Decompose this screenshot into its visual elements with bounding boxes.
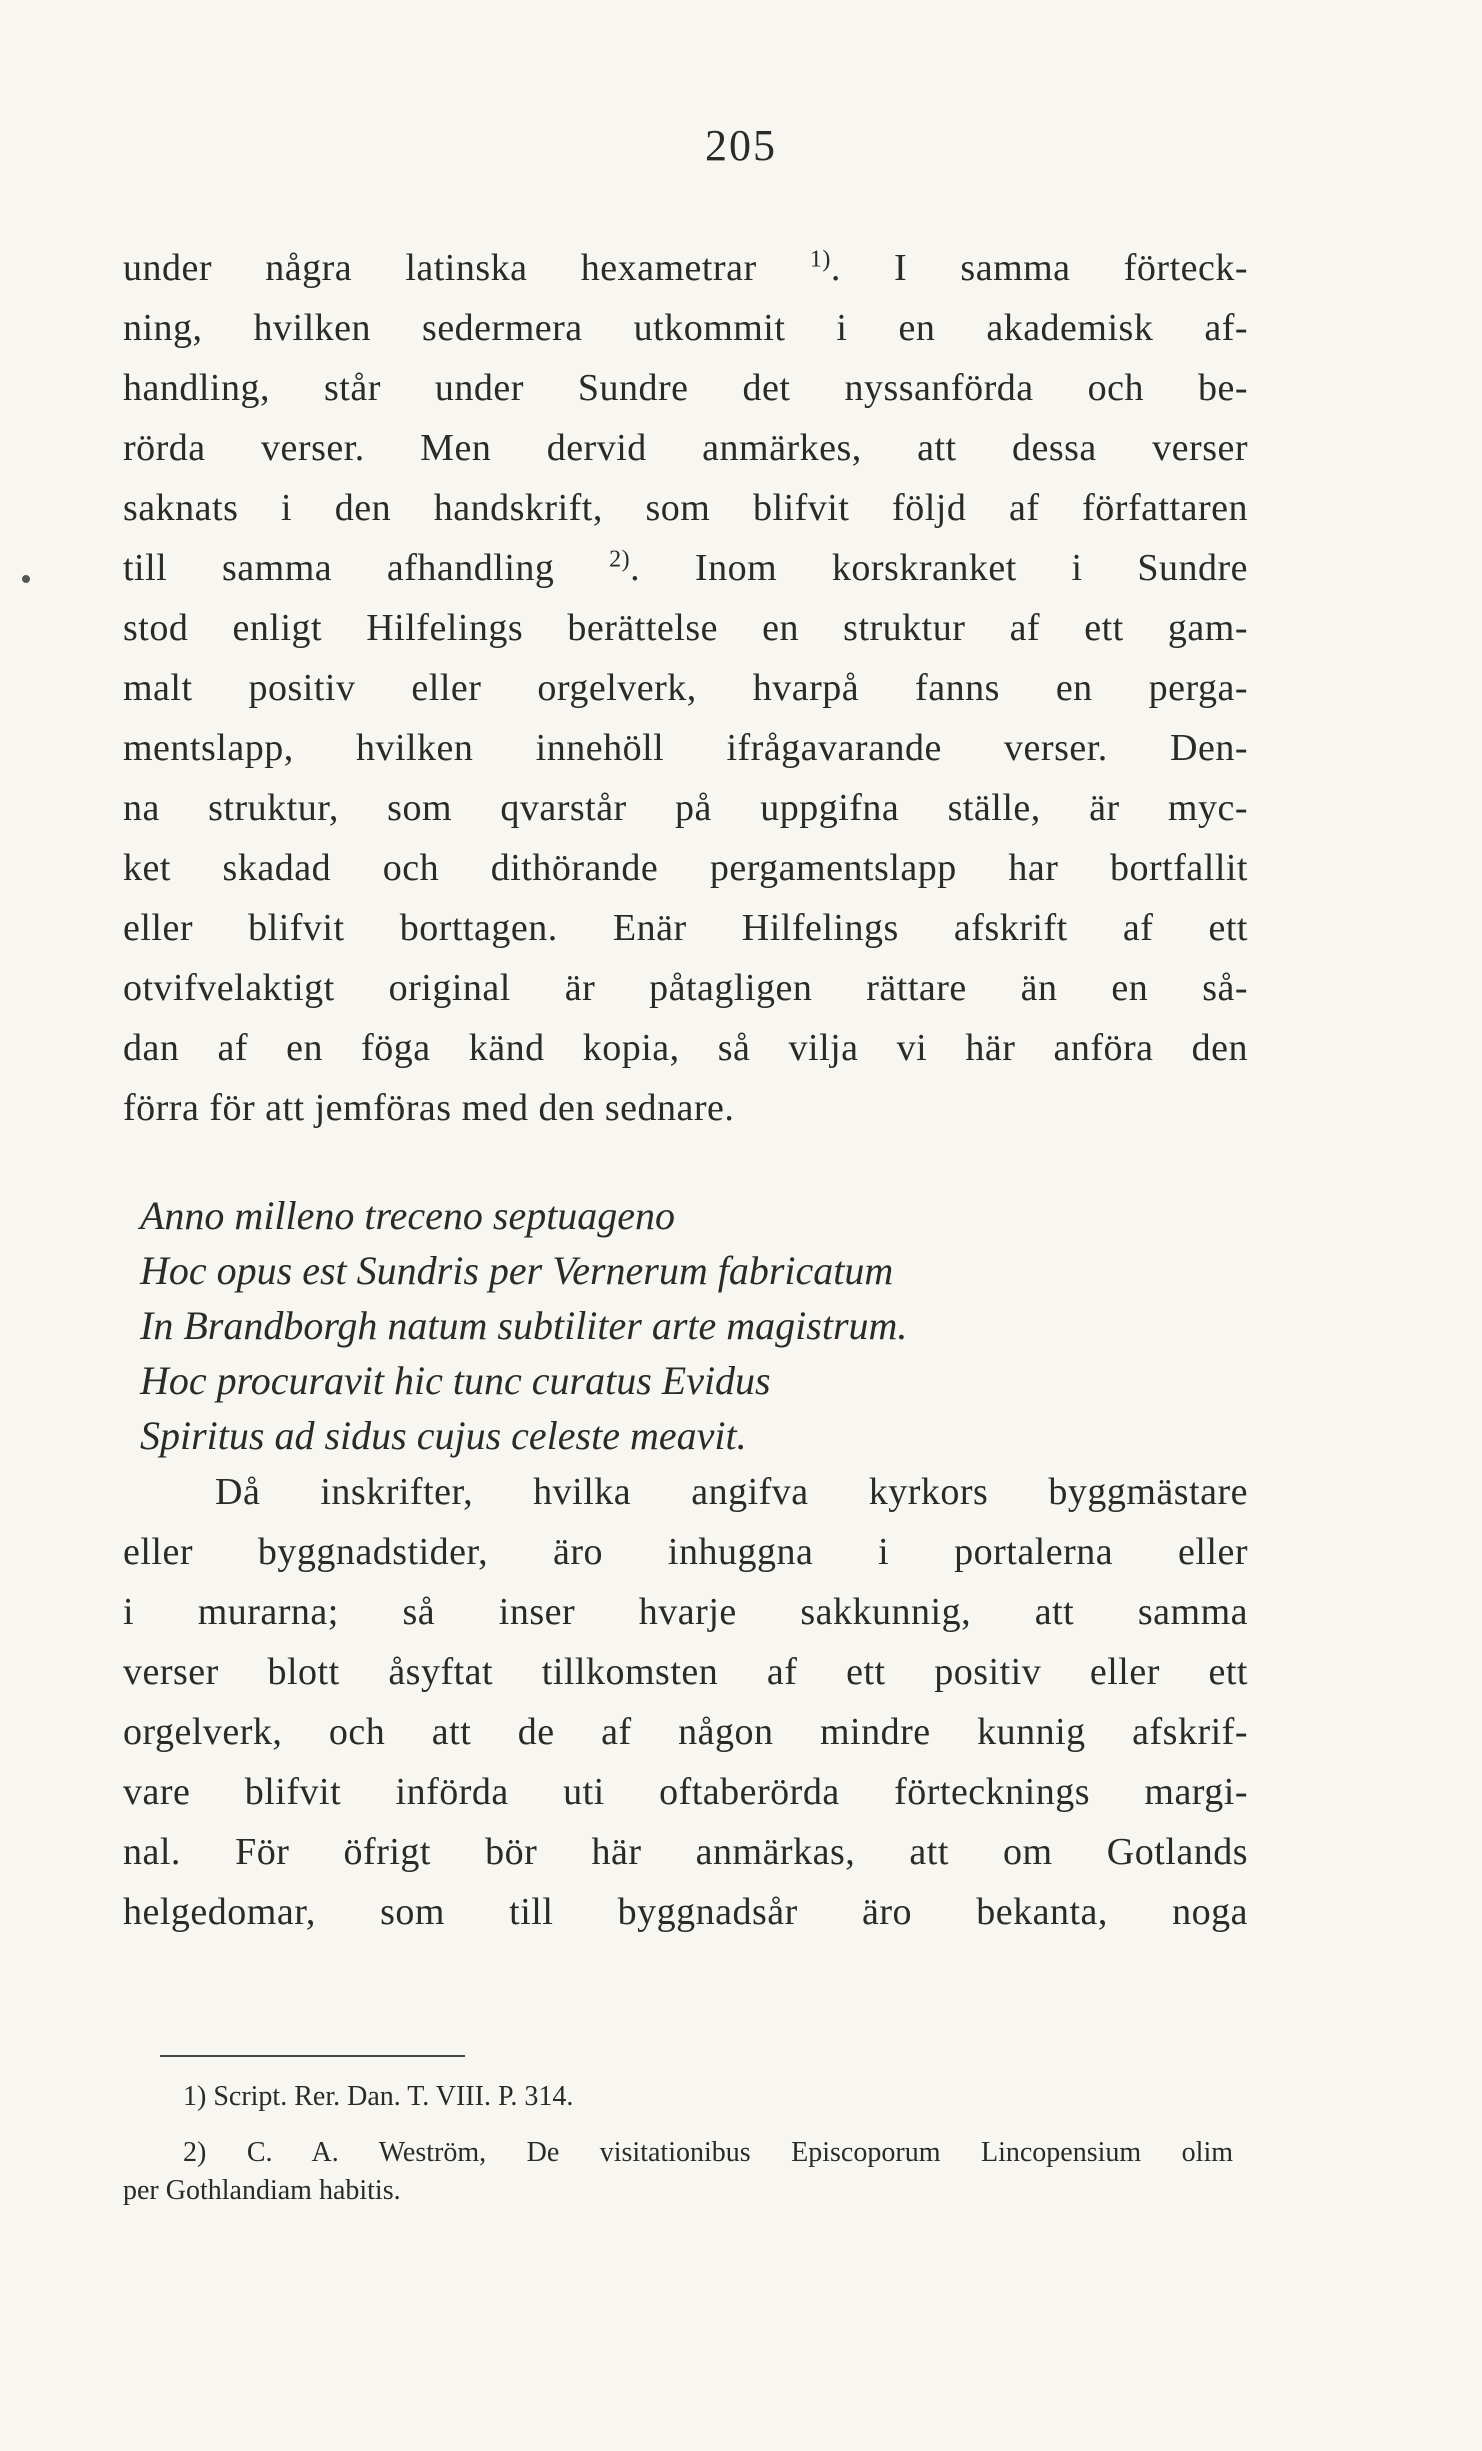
text-line: rörda verser. Men dervid anmärkes, att dessa verser [123, 427, 1248, 469]
text-line: stod enligt Hilfelings berättelse en struktur af ett gam- [123, 607, 1248, 649]
footnote-2 [123, 2134, 1233, 2210]
margin-dot [22, 575, 30, 583]
text-line: saknats i den handskrift, som blifvit följd af författaren [123, 487, 1248, 529]
text-line: nal. För öfrigt bör här anmärkas, att om Gotlands [123, 1831, 1248, 1873]
paragraph-1 [123, 238, 1248, 1138]
paragraph-2 [123, 1462, 1248, 1942]
footnote-1 [123, 2078, 1233, 2116]
text-line: ning, hvilken sedermera utkommit i en akademisk af- [123, 307, 1248, 349]
text-line: under några latinska hexametrar $^{1)}$. I samma förteck- [123, 246, 1249, 289]
text-line: orgelverk, och att de af någon mindre kunnig afskrif- [123, 1711, 1248, 1753]
text-line: otvifvelaktigt original är påtagligen rättare än en så- [123, 967, 1248, 1009]
footnote-mark: 2) [183, 2137, 207, 2168]
text-line: mentslapp, hvilken innehöll ifrågavarande verser. Den- [123, 727, 1248, 769]
text-line: i murarna; så inser hvarje sakkunnig, att samma [123, 1591, 1248, 1633]
text-line: handling, står under Sundre det nyssanförda och be- [123, 367, 1248, 409]
footnote-divider [160, 2055, 465, 2057]
text-line: malt positiv eller orgelverk, hvarpå fanns en perga- [123, 667, 1248, 709]
inscription-line: Spiritus ad sidus cujus celeste meavit. [140, 1413, 747, 1458]
footnote-ref: 2) [609, 546, 631, 573]
footnote-text: C. A. Weström, De visitationibus Episcoporum Lincopensium olim [246, 2137, 1234, 2168]
footnote-text-cont: per Gothlandiam habitis. [123, 2175, 401, 2206]
latin-inscription [140, 1188, 1240, 1463]
inscription-line: Anno milleno treceno septuageno [140, 1193, 676, 1238]
text-line: Då inskrifter, hvilka angifva kyrkors byggmästare [215, 1471, 1248, 1513]
inscription-line: In Brandborgh natum subtiliter arte magistrum. [140, 1303, 908, 1348]
page-number: 205 [705, 121, 777, 170]
text-line: na struktur, som qvarstår på uppgifna ställe, är myc- [123, 787, 1248, 829]
text-line: till samma afhandling $^{2)}$. Inom korskranket i Sundre [123, 546, 1249, 589]
text-line: helgedomar, som till byggnadsår äro bekanta, noga [123, 1891, 1248, 1933]
footnote-text: Script. Rer. Dan. T. VIII. P. 314. [213, 2081, 574, 2112]
inscription-line: Hoc procuravit hic tunc curatus Evidus [140, 1358, 771, 1403]
inscription-line: Hoc opus est Sundris per Vernerum fabricatum [140, 1248, 894, 1293]
text-line: eller blifvit borttagen. Enär Hilfelings afskrift af ett [123, 907, 1248, 949]
text-line: dan af en föga känd kopia, så vilja vi här anföra den [123, 1027, 1248, 1069]
text-line: verser blott åsyftat tillkomsten af ett positiv eller ett [123, 1651, 1248, 1693]
text-line: eller byggnadstider, äro inhuggna i portalerna eller [123, 1531, 1248, 1573]
footnote-mark: 1) [183, 2081, 207, 2112]
text-line: vare blifvit införda uti oftaberörda förtecknings margi- [123, 1771, 1248, 1813]
text-line: förra för att jemföras med den sednare. [123, 1087, 735, 1129]
text-line: ket skadad och dithörande pergamentslapp har bortfallit [123, 847, 1248, 889]
footnote-ref: 1) [809, 246, 831, 273]
